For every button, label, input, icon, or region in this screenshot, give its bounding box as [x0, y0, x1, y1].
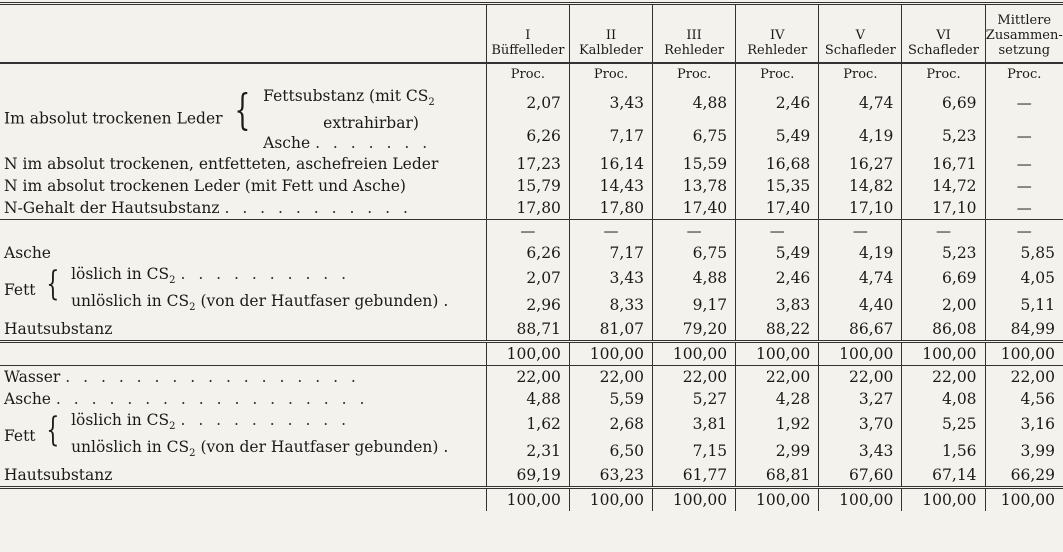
table-cell: 3,83	[736, 291, 819, 318]
table-cell: 17,80	[486, 197, 569, 220]
table-cell: 5,49	[736, 120, 819, 154]
table-cell: 100,00	[736, 342, 819, 366]
table-cell: 22,00	[819, 366, 902, 389]
table-cell: 4,74	[819, 86, 902, 120]
row-fett-loeslich-2: Fett { löslich in $CS_2$ . . . . . . . . . . unlöslich in $CS_2$ (von der Hautfaser gebunden) . 2,07 3,43 4,88 2,46 4,74 6,69 4,05	[0, 264, 1063, 291]
header-row	[0, 4, 1063, 64]
unit-row	[0, 63, 1063, 86]
table-cell: 2,07	[486, 264, 569, 291]
table-cell: 14,72	[902, 175, 985, 197]
table-cell: 6,26	[486, 242, 569, 264]
table-cell: —	[486, 220, 569, 243]
brace: {	[46, 410, 60, 451]
table-cell: 67,60	[819, 464, 902, 488]
table-cell: 6,69	[902, 86, 985, 120]
col-header-3: III Rehleder	[653, 4, 736, 64]
unit-label: Proc.	[569, 63, 652, 86]
row-fettsubstanz	[0, 86, 1063, 120]
table-cell: 100,00	[902, 488, 985, 512]
table-cell: 5,59	[569, 388, 652, 410]
unit-label: Proc.	[653, 63, 736, 86]
table-cell: —	[985, 86, 1063, 120]
table-cell: 100,00	[486, 488, 569, 512]
table-cell: 100,00	[736, 488, 819, 512]
table-cell: 6,26	[486, 120, 569, 154]
table-cell: 15,79	[486, 175, 569, 197]
table-cell: 22,00	[985, 366, 1063, 389]
table-cell: 2,31	[486, 437, 569, 464]
table-cell: 5,49	[736, 242, 819, 264]
row-asche-3: Asche . . . . . . . . . . . . . . . . . . 4,88 5,59 5,27 4,28 3,27 4,08 4,56	[0, 388, 1063, 410]
table-cell: 4,19	[819, 120, 902, 154]
table-cell: 88,71	[486, 318, 569, 342]
col-header-mean: Mittlere Zusammen-setzung	[985, 4, 1063, 64]
table-cell: 1,62	[486, 410, 569, 437]
table-cell: 69,19	[486, 464, 569, 488]
table-cell: 6,50	[569, 437, 652, 464]
unit-label: Proc.	[902, 63, 985, 86]
table-cell: —	[736, 220, 819, 243]
col-header-6: VI Schafleder	[902, 4, 985, 64]
table-cell: 3,43	[569, 264, 652, 291]
table-cell: —	[819, 220, 902, 243]
table-cell: 5,23	[902, 120, 985, 154]
row-total-2	[0, 488, 1063, 512]
table-cell: 15,35	[736, 175, 819, 197]
table-cell: 17,10	[902, 197, 985, 220]
col-header-1: I Büffelleder	[486, 4, 569, 64]
table-cell: 4,40	[819, 291, 902, 318]
col-header-5: V Schafleder	[819, 4, 902, 64]
table-cell: 2,07	[486, 86, 569, 120]
table-cell: 8,33	[569, 291, 652, 318]
table-cell: —	[569, 220, 652, 243]
table-cell: 1,92	[736, 410, 819, 437]
table-cell: 2,46	[736, 264, 819, 291]
table-cell: 3,99	[985, 437, 1063, 464]
table-cell: Hautsubstanz	[4, 466, 113, 485]
table-cell: 100,00	[486, 342, 569, 366]
table-cell: 22,00	[569, 366, 652, 389]
table-cell: 6,69	[902, 264, 985, 291]
table-cell: 4,88	[653, 264, 736, 291]
table-cell: 63,23	[569, 464, 652, 488]
col-header-4: IV Rehleder	[736, 4, 819, 64]
row-n-gehalt: N-Gehalt der Hautsubstanz . . . . . . . . . . . 17,80 17,80 17,40 17,40 17,10 17,10 —	[0, 197, 1063, 220]
row-n-mit-fett	[0, 175, 1063, 197]
table-cell: 6,75	[653, 120, 736, 154]
table-cell: 5,23	[902, 242, 985, 264]
table-cell: 17,23	[486, 153, 569, 175]
table-cell: 81,07	[569, 318, 652, 342]
table-cell: 5,85	[985, 242, 1063, 264]
table-cell: 7,17	[569, 242, 652, 264]
table-cell: 15,59	[653, 153, 736, 175]
table-cell: Hautsubstanz	[4, 320, 113, 339]
table-cell: 88,22	[736, 318, 819, 342]
composition-table	[0, 2, 1063, 511]
table-cell: 2,46	[736, 86, 819, 120]
table-cell: 2,99	[736, 437, 819, 464]
row-fett-loeslich-3: Fett { löslich in $CS_2$ . . . . . . . . . . unlöslich in $CS_2$ (von der Hautfaser gebunden) . 1,62 2,68 3,81 1,92 3,70 5,25 3,16	[0, 410, 1063, 437]
table-cell: 2,68	[569, 410, 652, 437]
unit-label: Proc.	[486, 63, 569, 86]
table-cell: 100,00	[902, 342, 985, 366]
dash-row	[0, 220, 1063, 243]
table-cell: —	[902, 220, 985, 243]
table-cell: 7,15	[653, 437, 736, 464]
table-cell: 100,00	[569, 342, 652, 366]
table-cell: 3,16	[985, 410, 1063, 437]
table-cell: 3,43	[819, 437, 902, 464]
table-cell: 100,00	[985, 342, 1063, 366]
table-cell: N im absolut trockenen Leder (mit Fett und Asche)	[4, 177, 406, 196]
table-cell: 9,17	[653, 291, 736, 318]
table-cell: 13,78	[653, 175, 736, 197]
table-cell: 100,00	[819, 488, 902, 512]
table-cell: 67,14	[902, 464, 985, 488]
table-cell: 4,08	[902, 388, 985, 410]
table-cell: —	[653, 220, 736, 243]
table-cell: 17,40	[653, 197, 736, 220]
table-cell: 4,19	[819, 242, 902, 264]
table-cell: 5,25	[902, 410, 985, 437]
table-cell: 3,43	[569, 86, 652, 120]
table-cell: 16,68	[736, 153, 819, 175]
row-hautsubstanz-2	[0, 318, 1063, 342]
table-cell: 7,17	[569, 120, 652, 154]
table-cell: 14,43	[569, 175, 652, 197]
table-cell: 5,27	[653, 388, 736, 410]
table-cell: 16,27	[819, 153, 902, 175]
row-total-1	[0, 342, 1063, 366]
table-cell: —	[985, 175, 1063, 197]
table-cell: 2,00	[902, 291, 985, 318]
table-cell: 3,81	[653, 410, 736, 437]
table-cell: 100,00	[985, 488, 1063, 512]
table-cell: 22,00	[486, 366, 569, 389]
im-absolut-label: Im absolut trockenen Leder { Fettsubstanz (mit $CS_2$ extrahirbar) Asche . . . . . . .	[4, 86, 435, 153]
table-cell: 22,00	[902, 366, 985, 389]
table-cell: 16,71	[902, 153, 985, 175]
table-cell: 16,14	[569, 153, 652, 175]
table-cell: 100,00	[569, 488, 652, 512]
brace: {	[234, 86, 251, 134]
table-cell: 86,67	[819, 318, 902, 342]
table-cell: 66,29	[985, 464, 1063, 488]
table-cell: 84,99	[985, 318, 1063, 342]
table-cell: N im absolut trockenen, entfetteten, aschefreien Leder	[4, 155, 439, 174]
table-cell: 1,56	[902, 437, 985, 464]
row-wasser: Wasser . . . . . . . . . . . . . . . . . 22,00 22,00 22,00 22,00 22,00 22,00 22,00	[0, 366, 1063, 389]
table-cell: 79,20	[653, 318, 736, 342]
table-cell: 17,40	[736, 197, 819, 220]
table-cell: 3,70	[819, 410, 902, 437]
table-cell: 22,00	[653, 366, 736, 389]
table-cell: 17,80	[569, 197, 652, 220]
table-cell: 4,74	[819, 264, 902, 291]
table-cell: 3,27	[819, 388, 902, 410]
table-cell: 100,00	[819, 342, 902, 366]
table-cell: —	[985, 153, 1063, 175]
unit-label: Proc.	[985, 63, 1063, 86]
table-cell: 4,28	[736, 388, 819, 410]
table-cell: 5,11	[985, 291, 1063, 318]
unit-label: Proc.	[736, 63, 819, 86]
col-header-2: II Kalbleder	[569, 4, 652, 64]
table-cell: 4,88	[653, 86, 736, 120]
table-cell: 86,08	[902, 318, 985, 342]
table-cell: 17,10	[819, 197, 902, 220]
table-cell: 100,00	[653, 342, 736, 366]
row-asche-2: Asche 6,26 7,17 6,75 5,49 4,19 5,23 5,85	[0, 242, 1063, 264]
header-corner	[0, 4, 486, 64]
table-cell: 14,82	[819, 175, 902, 197]
table-cell: 4,05	[985, 264, 1063, 291]
row-hautsubstanz-3	[0, 464, 1063, 488]
table-cell: 6,75	[653, 242, 736, 264]
table-cell: 4,56	[985, 388, 1063, 410]
table-cell: 68,81	[736, 464, 819, 488]
table-cell: 61,77	[653, 464, 736, 488]
table-cell: 2,96	[486, 291, 569, 318]
unit-label: Proc.	[819, 63, 902, 86]
table-cell: 100,00	[653, 488, 736, 512]
table-cell: —	[985, 120, 1063, 154]
brace: {	[46, 264, 60, 305]
table-cell: 4,88	[486, 388, 569, 410]
table-cell: 22,00	[736, 366, 819, 389]
table-cell: —	[985, 197, 1063, 220]
table-cell: —	[985, 220, 1063, 243]
row-n-entfettet	[0, 153, 1063, 175]
